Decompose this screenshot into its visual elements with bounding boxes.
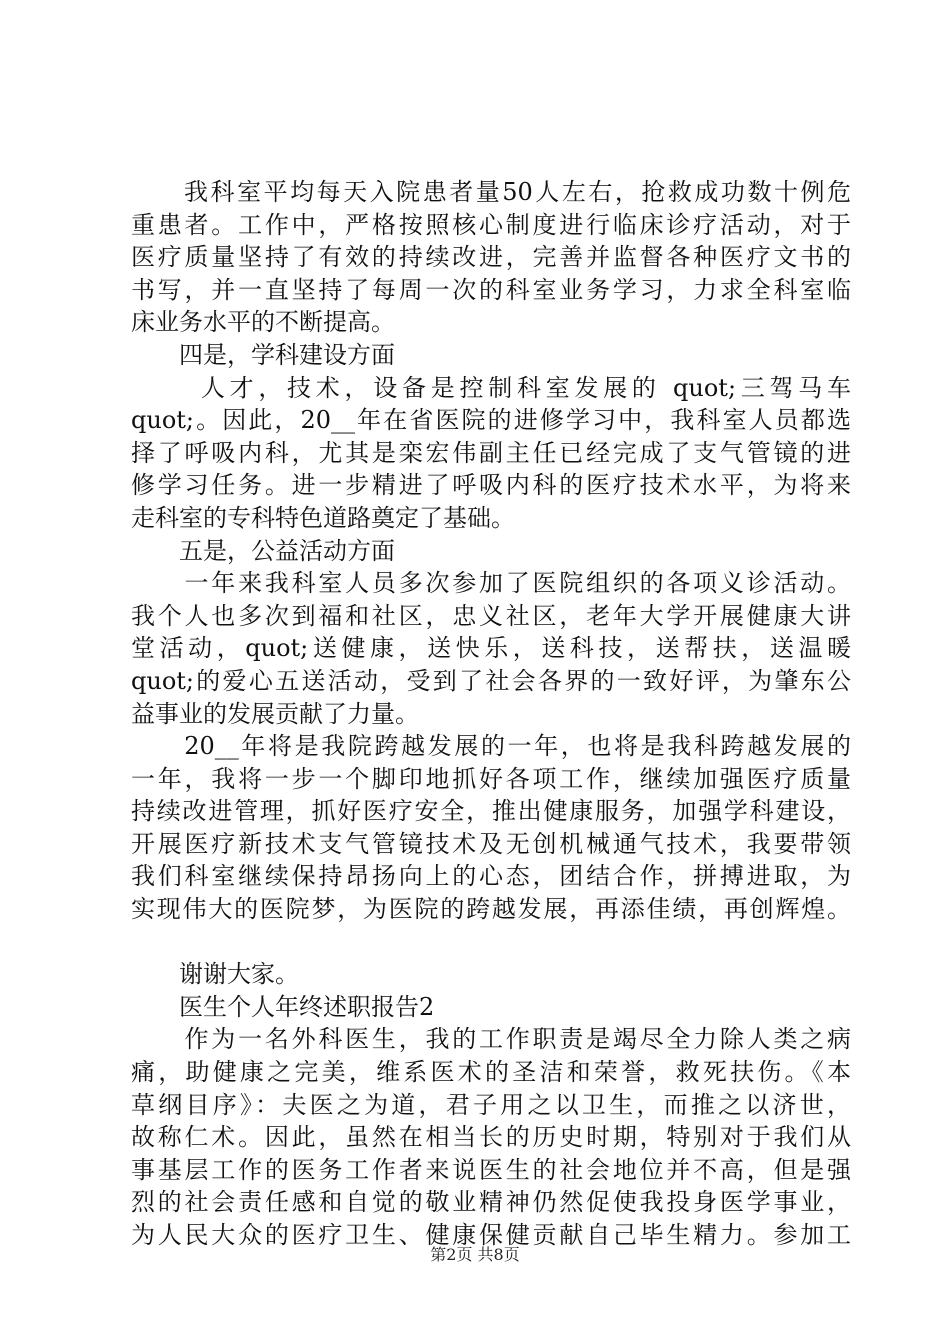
text-line: 我个人也多次到福和社区，忠义社区，老年大学开展健康大讲 xyxy=(131,601,851,630)
text-line: quot;的爱心五送活动，受到了社会各界的一致好评，为肇东公 xyxy=(131,666,851,695)
text-line: 益事业的发展贡献了力量。 xyxy=(131,699,419,728)
text-line: 作为一名外科医生，我的工作职责是竭尽全力除人类之病 xyxy=(131,1025,851,1054)
text-line: 开展医疗新技术支气管镜技术及无创机械通气技术，我要带领 xyxy=(131,829,851,858)
text-line: 故称仁术。因此，虽然在相当长的历史时期，特别对于我们从 xyxy=(131,1123,851,1152)
page-footer: 第2页 共8页 xyxy=(430,1245,520,1264)
blank-line xyxy=(131,926,851,959)
text-line: 事基层工作的医务工作者来说医生的社会地位并不高，但是强 xyxy=(131,1155,851,1184)
text-line: 重患者。工作中，严格按照核心制度进行临床诊疗活动，对于 xyxy=(131,210,851,239)
text-line: 一年来我科室人员多次参加了医院组织的各项义诊活动。 xyxy=(131,569,851,598)
text-line: quot;。因此，20__年在省医院的进修学习中，我科室人员都选 xyxy=(131,406,851,435)
text-line: 四是，学科建设方面 xyxy=(131,340,395,369)
body-text xyxy=(131,176,851,1252)
text-line: 医疗质量坚持了有效的持续改进，完善并监督各种医疗文书的 xyxy=(131,243,851,272)
text-line: 为人民大众的医疗卫生、健康保健贡献自己毕生精力。参加工 xyxy=(131,1221,851,1249)
text-line: 人才，技术，设备是控制科室发展的 quot;三驾马车 xyxy=(131,373,851,402)
text-line: 走科室的专科特色道路奠定了基础。 xyxy=(131,503,515,532)
text-line: 择了呼吸内科，尤其是栾宏伟副主任已经完成了支气管镜的进 xyxy=(131,438,851,467)
text-line: 我科室平均每天入院患者量50人左右，抢救成功数十例危 xyxy=(131,178,851,206)
text-line: 我们科室继续保持昂扬向上的心态，团结合作，拼搏进取，为 xyxy=(131,862,851,891)
text-line: 书写，并一直坚持了每周一次的科室业务学习，力求全科室临 xyxy=(131,275,851,304)
text-line: 修学习任务。进一步精进了呼吸内科的医疗技术水平，为将来 xyxy=(131,471,851,500)
text-line: 20__年将是我院跨越发展的一年，也将是我科跨越发展的 xyxy=(131,732,851,761)
text-line: 一年，我将一步一个脚印地抓好各项工作，继续加强医疗质量 xyxy=(131,764,851,793)
text-line: 烈的社会责任感和自觉的敬业精神仍然促使我投身医学事业， xyxy=(131,1188,851,1217)
text-line: 堂活动，quot;送健康，送快乐，送科技，送帮扶，送温暖 xyxy=(131,634,851,663)
text-line: 五是，公益活动方面 xyxy=(131,536,395,565)
text-line: 谢谢大家。 xyxy=(131,960,299,989)
text-line: 持续改进管理，抓好医疗安全，推出健康服务，加强学科建设， xyxy=(131,797,851,826)
text-line: 实现伟大的医院梦，为医院的跨越发展，再添佳绩，再创辉煌。 xyxy=(131,895,851,924)
text-line: 草纲目序》：夫医之为道，君子用之以卫生，而推之以济世， xyxy=(131,1090,851,1119)
text-line: 医生个人年终述职报告2 xyxy=(131,992,435,1021)
text-line: 床业务水平的不断提高。 xyxy=(131,308,395,337)
text-line: 痛，助健康之完美，维系医术的圣洁和荣誉，救死扶伤。《本 xyxy=(131,1058,851,1087)
